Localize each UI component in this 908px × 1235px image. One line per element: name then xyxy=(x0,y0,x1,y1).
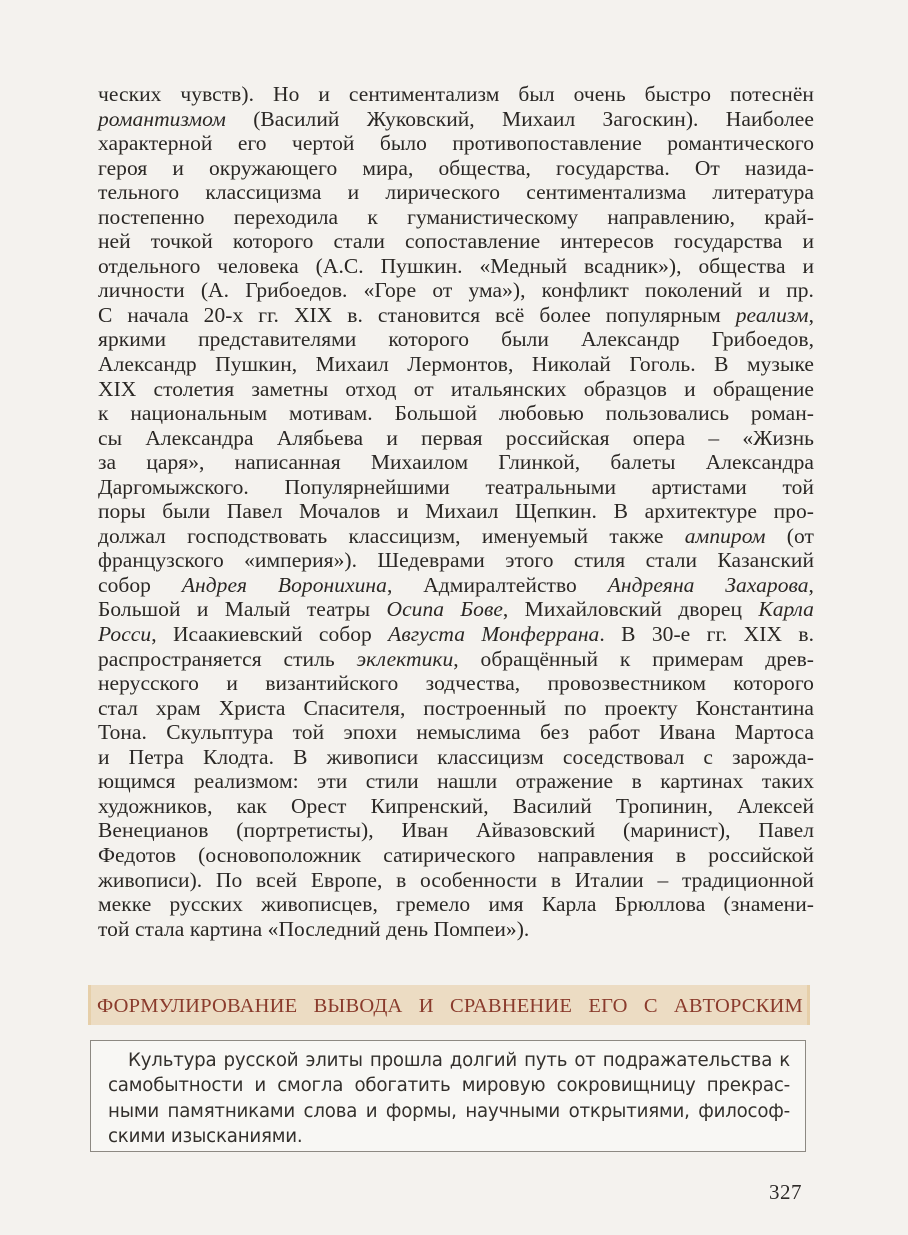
text-line: Росси, Исаакиевский собор Августа Монферрана. В 30-е гг. XIX в. xyxy=(98,622,814,647)
text-line: ческих чувств). Но и сентиментализм был очень быстро потеснён xyxy=(98,82,814,106)
text-line: сы Александра Алябьева и первая российская опера – «Жизнь xyxy=(98,425,814,450)
text-line: Большой и Малый театры Осипа Бове, Михайловский дворец Карла xyxy=(98,597,814,622)
italic-term: ампиром xyxy=(684,523,766,548)
text-line: за царя», написанная Михаилом Глинкой, балеты Александра xyxy=(98,450,814,475)
italic-term: Осипа Бове xyxy=(386,597,503,622)
text-line: героя и окружающего мира, общества, государства. От назида- xyxy=(98,155,814,180)
text-line: распространяется стиль эклектики, обращённый к примерам древ- xyxy=(98,646,815,671)
conclusion-line: скими изысканиями. xyxy=(108,1125,303,1147)
italic-term: Карла xyxy=(758,597,814,622)
text-line: яркими представителями которого были Александр Грибоедов, xyxy=(98,327,814,352)
text-line: к национальным мотивам. Большой любовью пользовались роман- xyxy=(98,401,814,426)
text-line: и Петра Клодта. В живописи классицизм соседствовал с зарожда- xyxy=(98,744,814,769)
section-heading: ФОРМУЛИРОВАНИЕ ВЫВОДА И СРАВНЕНИЕ ЕГО С АВТОРСКИМ xyxy=(97,995,803,1017)
text-line: ющимся реализмом: эти стили нашли отражение в картинах таких xyxy=(98,769,814,794)
text-line: С начала 20-х гг. XIX в. становится всё более популярным реализм, xyxy=(98,302,814,327)
text-line: характерной его чертой было противопоставление романтического xyxy=(98,131,814,156)
text-line: живописи). По всей Европе, в особенности в Италии – традиционной xyxy=(98,867,814,892)
text-line: ней точкой которого стали сопоставление интересов государства и xyxy=(98,229,814,254)
text-line: собор Андрея Воронихина, Адмиралтейство Андреяна Захарова, xyxy=(98,572,814,597)
main-text xyxy=(98,82,814,941)
text-line: романтизмом (Василий Жуковский, Михаил Загоскин). Наиболее xyxy=(98,106,814,131)
page-number: 327 xyxy=(769,1180,802,1204)
text-line: постепенно переходила к гуманистическому направлению, край- xyxy=(98,204,814,229)
text-line: Федотов (основоположник сатирического направления в российской xyxy=(98,842,814,867)
italic-term: Андрея Воронихина xyxy=(181,572,387,597)
conclusion-text xyxy=(108,1048,790,1149)
text-line: стал храм Христа Спасителя, построенный по проекту Константина xyxy=(98,695,814,720)
italic-term: реализм xyxy=(735,302,809,327)
text-line: той стала картина «Последний день Помпеи»). xyxy=(98,916,530,941)
text-line: XIX столетия заметны отход от итальянских образцов и обращение xyxy=(98,376,814,401)
italic-term: романтизмом xyxy=(98,106,226,131)
conclusion-line: самобытности и смогла обогатить мировую сокровищницу прекрас- xyxy=(108,1075,790,1097)
text-line: нерусского и византийского зодчества, провозвестником которого xyxy=(98,671,814,696)
text-line: личности (А. Грибоедов. «Горе от ума»), конфликт поколений и пр. xyxy=(98,278,814,303)
text-line: отдельного человека (А.С. Пушкин. «Медный всадник»), общества и xyxy=(98,253,814,278)
italic-term: эклектики xyxy=(356,646,454,671)
italic-term: Андреяна Захарова xyxy=(607,572,809,597)
text-line: Тона. Скульптура той эпохи немыслима без работ Ивана Мартоса xyxy=(98,720,814,745)
text-line: Даргомыжского. Популярнейшими театральными артистами той xyxy=(98,474,814,499)
text-line: художников, как Орест Кипренский, Василий Тропинин, Алексей xyxy=(98,793,814,818)
text-line: поры были Павел Мочалов и Михаил Щепкин. В архитектуре про- xyxy=(98,499,814,524)
italic-term: Росси xyxy=(98,622,152,647)
text-line: Александр Пушкин, Михаил Лермонтов, Николай Гоголь. В музыке xyxy=(98,352,814,377)
conclusion-line: Культура русской элиты прошла долгий путь от подражательства к xyxy=(128,1050,790,1071)
italic-term: Августа Монферрана xyxy=(388,622,600,647)
conclusion-line: ными памятниками слова и формы, научными открытиями, философ- xyxy=(108,1100,790,1122)
text-line: мекке русских живописцев, гремело имя Карла Брюллова (знамени- xyxy=(98,892,814,917)
text-line: тельного классицизма и лирического сентиментализма литература xyxy=(98,180,814,205)
text-line: должал господствовать классицизм, именуемый также ампиром (от xyxy=(98,523,814,548)
text-line: Венецианов (портретисты), Иван Айвазовский (маринист), Павел xyxy=(98,818,814,843)
text-line: французского «империя»). Шедеврами этого стиля стали Казанский xyxy=(98,548,814,573)
